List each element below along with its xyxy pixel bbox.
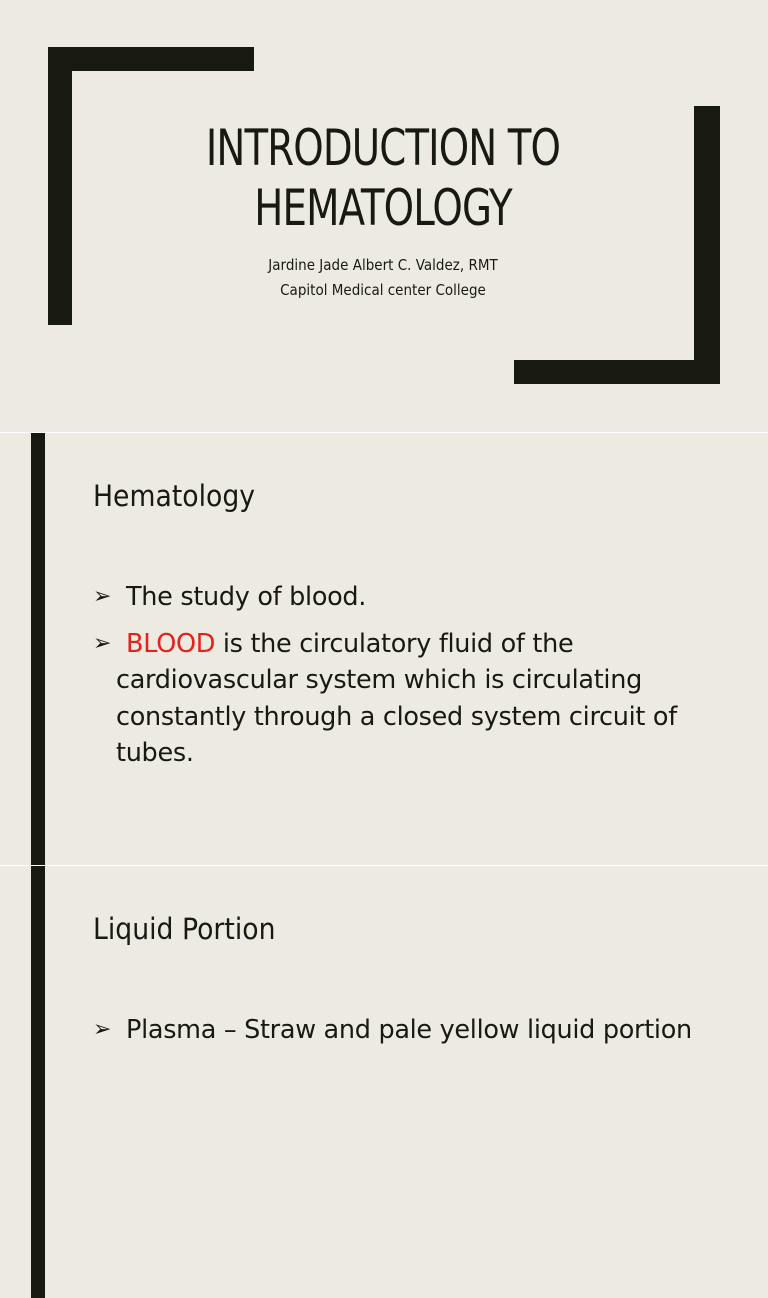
list-item bbox=[93, 626, 693, 772]
bullet-text: Plasma – Straw and pale yellow liquid portion bbox=[126, 1015, 692, 1045]
frame-bottom-right-vertical bbox=[694, 106, 720, 384]
frame-top-left-horizontal bbox=[48, 47, 254, 71]
slide-accent-bar bbox=[31, 433, 45, 865]
blood-highlight: BLOOD bbox=[126, 628, 216, 659]
arrow-bullet-icon: ➢ bbox=[93, 630, 112, 656]
bullet-list bbox=[93, 579, 693, 782]
liquid-portion-slide[interactable] bbox=[0, 866, 768, 1298]
slide-heading: Hematology bbox=[93, 479, 256, 513]
title-slide[interactable] bbox=[0, 0, 768, 432]
slide-title bbox=[140, 118, 627, 238]
arrow-bullet-icon: ➢ bbox=[93, 584, 112, 609]
frame-top-left-vertical bbox=[48, 47, 72, 325]
list-item bbox=[93, 1012, 693, 1049]
institution-name: Capitol Medical center College bbox=[280, 281, 486, 299]
list-item bbox=[93, 579, 693, 616]
slide-heading: Liquid Portion bbox=[93, 912, 276, 946]
bullet-text: is the circulatory fluid of the cardiovascular system which is circulating constantly through a closed system circuit of tubes. bbox=[116, 628, 677, 768]
bullet-list bbox=[93, 1012, 693, 1059]
arrow-bullet-icon: ➢ bbox=[93, 1017, 112, 1042]
bullet-text: The study of blood. bbox=[126, 582, 367, 612]
hematology-slide[interactable] bbox=[0, 433, 768, 865]
title-line-2: HEMATOLOGY bbox=[254, 179, 512, 237]
title-line-1: INTRODUCTION TO bbox=[205, 119, 561, 177]
frame-bottom-right-horizontal bbox=[514, 360, 720, 384]
author-name: Jardine Jade Albert C. Valdez, RMT bbox=[268, 256, 498, 274]
slide-accent-bar bbox=[31, 866, 45, 1298]
